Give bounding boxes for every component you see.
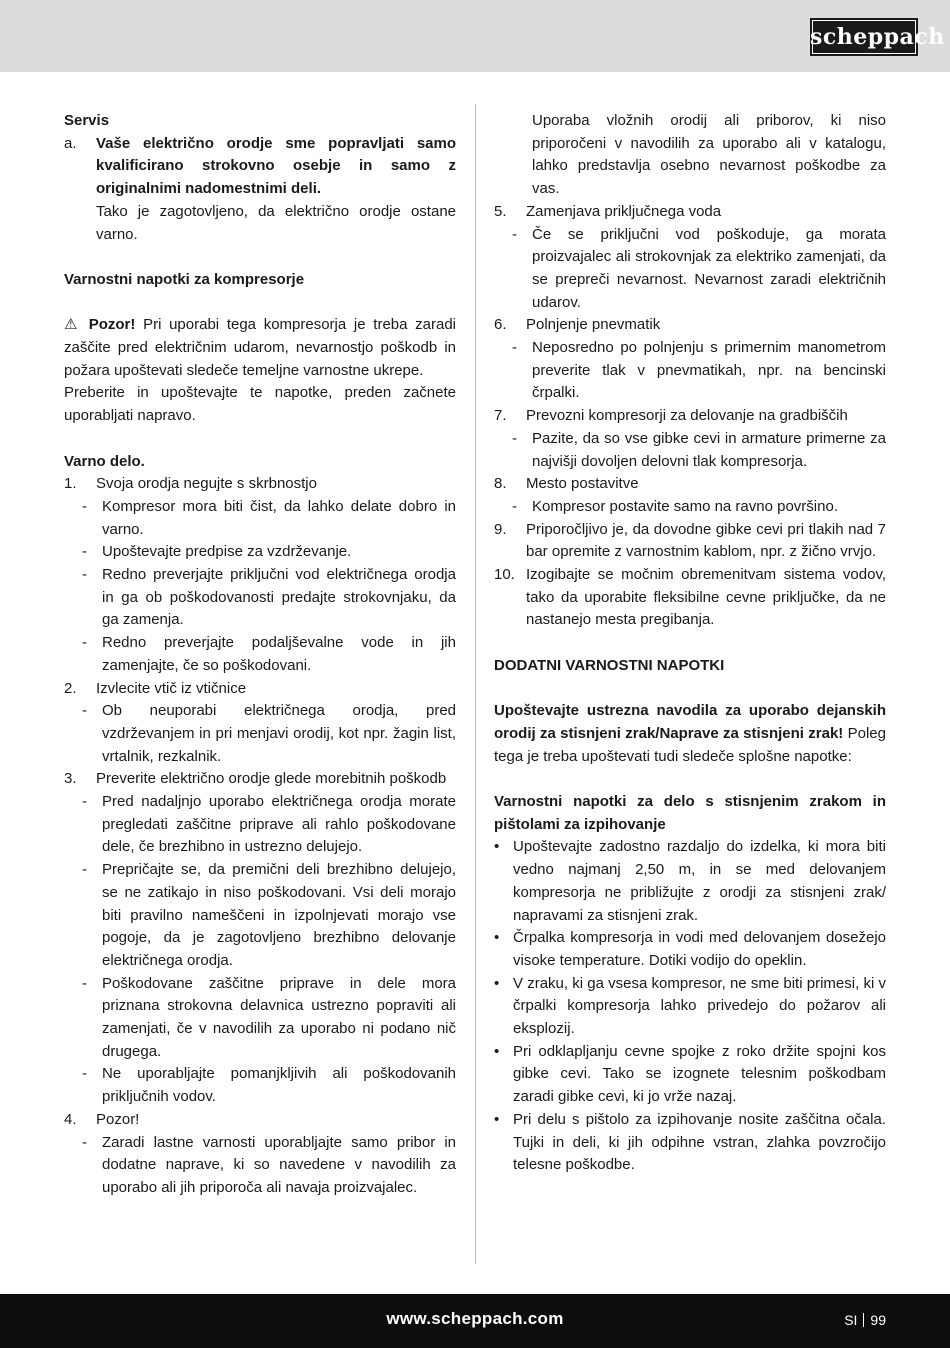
list-bullet: - Redno preverjajte podaljševalne vode in jih zamenjajte, če so poškodovani. [82, 634, 456, 674]
list-item-3: 3. Preverite električno orodje glede morebitnih poškodb [64, 770, 447, 788]
list-bullet: - Kompresor postavite samo na ravno površino. [512, 497, 838, 515]
list-bullet: - Če se priključni vod poškoduje, ga morata proizvajalec ali strokovnjak za elektriko zamenjati, da se prepreči nevarnost. Nevarnost zaradi električnih udarov. [512, 225, 886, 311]
list-item-2: 2. Izvlecite vtič iz vtičnice [64, 679, 247, 697]
servis-a-text: Tako je zagotovljeno, da električno orodje ostane varno. [96, 202, 456, 243]
list-item-9: 9. Priporočljivo je, da dovodne gibke cevi pri tlakih nad 7 bar opremite z varnostnim kablom, npr. z žično vrvjo. [494, 520, 886, 561]
list-bullet: - Neposredno po polnjenju s primernim manometrom preverite tlak v pnevmatikah, npr. na bencinski črpalki. [512, 339, 886, 402]
upostevajte-paragraph: Upoštevajte ustrezna navodila za uporabo dejanskih orodij za stisnjeni zrak/Naprave za stisnjeni zrak! Poleg tega je treba upoštevati tudi sledeče splošne napotke: [494, 702, 886, 765]
warning-label: Pozor! [88, 316, 136, 334]
bullet-item: • Črpalka kompresorja in vodi med delovanjem dosežejo visoke temperature. Dotiki vodijo do opeklin. [494, 929, 886, 969]
servis-item-a: a. Vaše električno orodje sme popravljati samo kvalificirano strokovno osebje in samo z originalnimi nadomestnimi deli. Tako je zagotovljeno, da električno orodje ostane varno. [64, 133, 456, 247]
list-item-6: 6. Polnjenje pnevmatik [494, 316, 661, 334]
list-item-1: 1. Svoja orodja negujte s skrbnostjo [64, 475, 317, 493]
footer-url[interactable]: www.scheppach.com [386, 1309, 564, 1328]
page-number: 99 [870, 1312, 886, 1328]
varno-heading: Varno delo. [64, 452, 145, 470]
list-item-5: 5. Zamenjava priključnega voda [494, 202, 722, 220]
kompresor-heading: Varnostni napotki za kompresorje [64, 270, 305, 288]
list-item-7: 7. Prevozni kompresorji za delovanje na gradbiščih [494, 407, 848, 425]
warning-icon: ⚠ [64, 316, 81, 334]
language-code: SI [844, 1312, 858, 1328]
list-bullet: - Ob neuporabi električnega orodja, pred vzdrževanjem in pri menjavi orodij, kot npr. žagin list, vrtalnik, rezkalnik. [82, 702, 456, 765]
bullet-item: • Upoštevajte zadostno razdaljo do izdelka, ki mora biti vedno najmanj 2,50 m, in se med delovanjem kompresorja ne približujte z orodji za stisnjeni zrak/ napravami za stisnjeni zrak. [494, 838, 886, 924]
read-instructions: Preberite in upoštevajte te napotke, preden začnete uporabljati napravo. [64, 384, 456, 425]
footer-bar [0, 1294, 950, 1348]
warning-paragraph: ⚠ Pozor! Pri uporabi tega kompresorja je treba zaradi zaščite pred električnim udarom, nevarnostjo poškodb in požara upoštevati sledeče temeljne varnostne ukrepe. [64, 316, 457, 379]
list-bullet: - Prepričajte se, da premični deli brezhibno delujejo, se ne zatikajo in niso poškodovani. Vsi deli morajo biti pravilno nameščeni in izpolnjevati morajo vse pogoje, da je zagotovljeno brezhibno delovanje električnega orodja. [82, 861, 456, 969]
list-bullet: - Zaradi lastne varnosti uporabljajte samo pribor in dodatne naprave, ki so navedene v navodilih za uporabo ali jih priporoča ali navaja proizvajalec. [82, 1133, 456, 1196]
bullet-item: • Pri delu s pištolo za izpihovanje nosite zaščitna očala. Tujki in deli, ki jih odpihne vstran, zlahka povzročijo telesne poškodbe. [494, 1110, 886, 1174]
dodatni-heading: DODATNI VARNOSTNI NAPOTKI [494, 656, 725, 674]
right-column [494, 110, 886, 1177]
header-band [0, 0, 950, 72]
left-column [64, 110, 456, 1200]
bullet-item: • Pri odklapljanju cevne spojke z roko držite spojni kos gibke cevi. Tako se izognete telesnim poškodbam zaradi gibke cevi, ki jo vrže nazaj. [494, 1042, 886, 1106]
list-bullet: - Ne uporabljajte pomanjkljivih ali poškodovanih priključnih vodov. [82, 1065, 456, 1106]
list-bullet: - Kompresor mora biti čist, da lahko delate dobro in varno. [82, 497, 456, 538]
list-item-8: 8. Mesto postavitve [494, 475, 639, 493]
list-bullet: - Poškodovane zaščitne priprave in dele mora priznana strokovna delavnica ustrezno popraviti ali zamenjati, če v navodilih za uporabo ni podano nič drugega. [82, 974, 456, 1060]
column-divider [475, 104, 476, 1264]
list-item-10: 10. Izogibajte se močnim obremenitvam sistema vodov, tako da uporabite fleksibilne cevne priključke, da ne nastanejo mesta pregibanja. [494, 566, 886, 629]
list-bullet: - Pred nadaljnjo uporabo električnega orodja morate pregledati zaščitne priprave ali rahlo poškodovane dele, če brezhibno in ustrezno delujejo. [82, 793, 456, 856]
page-indicator [844, 1309, 886, 1332]
servis-a-bold: Vaše električno orodje sme popravljati samo kvalificirano strokovno osebje in samo z originalnimi nadomestnimi deli. [96, 134, 456, 198]
list-item-4: 4. Pozor! [64, 1110, 140, 1128]
continued-text: Uporaba vložnih orodij ali priborov, ki niso priporočeni v navodilih za uporabo ali v katalogu, lahko predstavlja osebno nevarnost poškodbe za vas. [532, 112, 886, 198]
list-bullet: - Upoštevajte predpise za vzdrževanje. [82, 543, 352, 561]
list-bullet: - Redno preverjajte priključni vod električnega orodja in ga ob poškodovanosti predajte strokovnjaku, da ga zamenja. [82, 566, 456, 629]
bullet-item: • V zraku, ki ga vsesa kompresor, ne sme biti primesi, ki v črpalki kompresorja lahko privedejo do požarov ali eksplozij. [494, 974, 886, 1038]
list-bullet: - Pazite, da so vse gibke cevi in armature primerne za najvišji dovoljen delovni tlak kompresorja. [512, 429, 886, 470]
zrak-heading: Varnostni napotki za delo s stisnjenim zrakom in pištolami za izpihovanje [494, 793, 886, 833]
brand-logo: scheppach [810, 18, 918, 56]
servis-heading: Servis [64, 112, 110, 129]
